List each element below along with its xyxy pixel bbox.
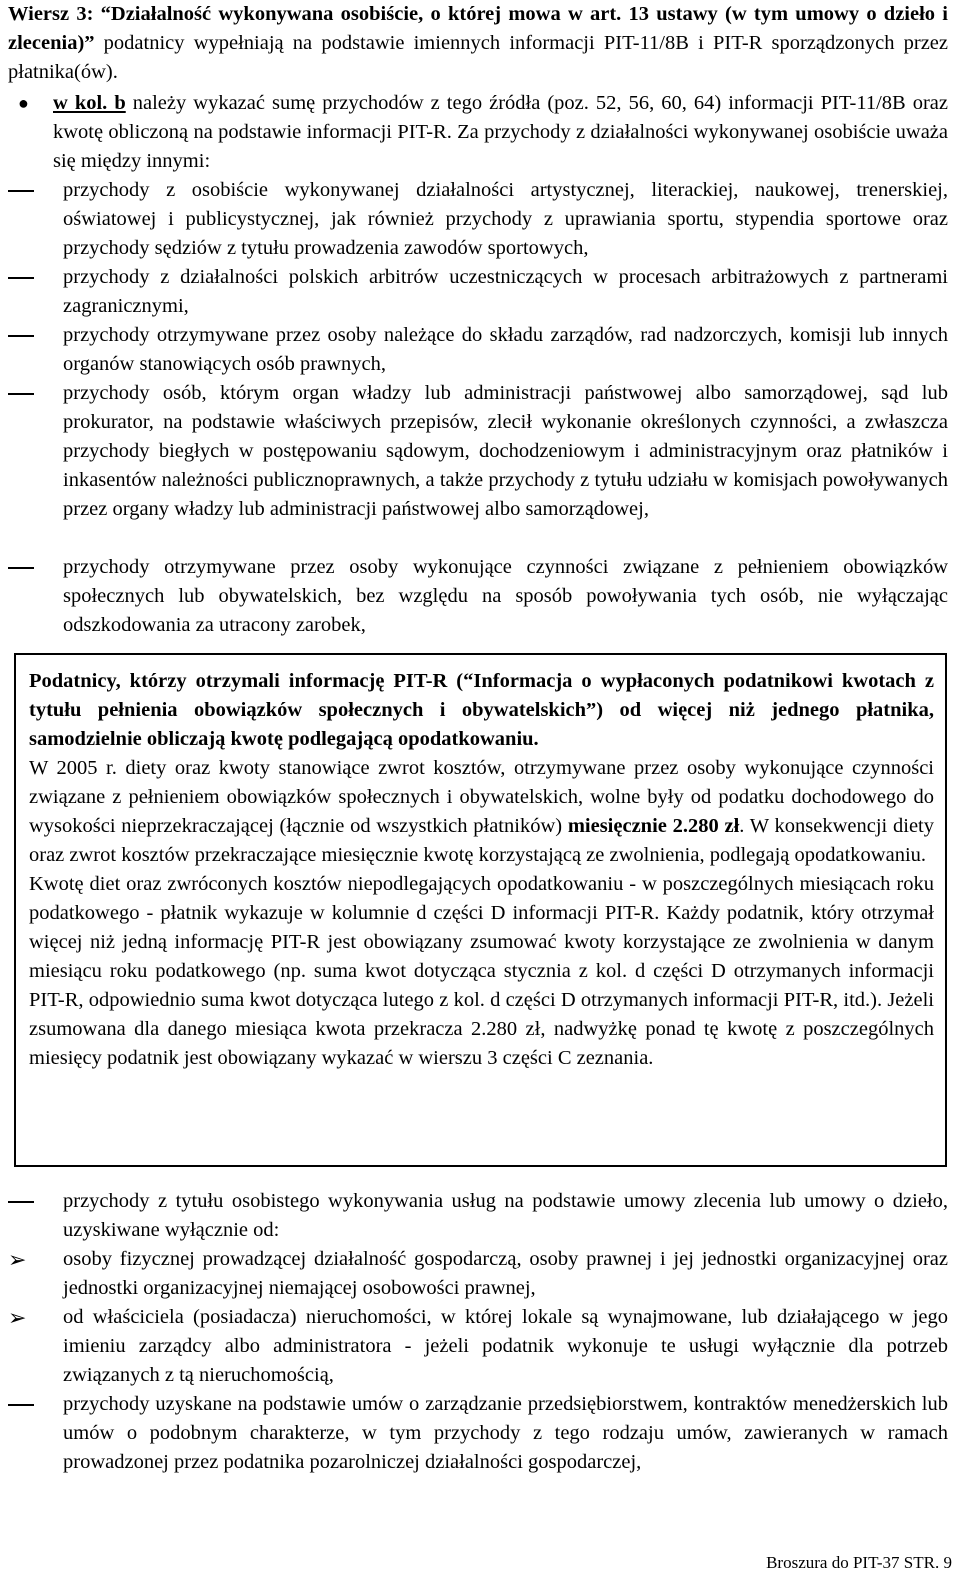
page-footer: Broszura do PIT-37 STR. 9 (766, 1553, 952, 1572)
list-item (8, 1187, 948, 1245)
dash-icon (8, 1201, 34, 1203)
list-item-text: przychody z osobiście wykonywanej działalności artystycznej, literackiej, naukowej, trenerskiej, oświatowej i publicystycznej, jak również przychody z uprawiania sportu, stypendia sportowe oraz przychody sędziów z tytułu prowadzenia zawodów sportowych, (63, 179, 948, 259)
dash-icon (8, 277, 34, 279)
column-b-label: w kol. b (53, 92, 126, 114)
bullet-icon: ● (18, 93, 29, 113)
pit-r-notice-box (14, 653, 947, 1167)
sub-list-item (8, 1245, 948, 1303)
pit-r-notice-content (29, 667, 934, 1073)
list-item-text: przychody z działalności polskich arbitrów uczestniczących w procesach arbitrażowych z partnerami zagranicznymi, (63, 266, 948, 317)
list-item (8, 263, 948, 321)
list-item (8, 321, 948, 379)
exemption-text-end: . W konsekwencji diety oraz zwrot kosztów przekraczające miesięcznie kwotę korzystającą ze zwolnienia, podlegają opodatkowaniu. (29, 815, 934, 866)
row-3-description: podatnicy wypełniają na podstawie imiennych informacji PIT-11/8B i PIT-R sporządzonych przez płatnika(ów). (8, 32, 948, 83)
dash-icon (8, 567, 34, 569)
sub-list-item-text: osoby fizycznej prowadzącej działalność gospodarczą, osoby prawnej i jej jednostki organizacyjnej oraz jednostki organizacyjnej niemającej osobowości prawnej, (63, 1248, 948, 1299)
arrow-bullet-icon: ➢ (8, 1247, 27, 1272)
dash-icon (8, 393, 34, 395)
pit-r-notice-paragraph-1 (29, 754, 934, 870)
pit-r-notice-paragraph-2: Kwotę diet oraz zwróconych kosztów niepodlegających opodatkowaniu - w poszczególnych miesiącach roku podatkowego - płatnik wykazuje w kolumnie d części D informacji PIT-R. Każdy podatnik, który otrzymał więcej niż jedną informację PIT-R jest obowiązany zsumować kwoty korzystające ze zwolnienia w danym miesiącu roku podatkowego (np. suma kwot dotycząca stycznia z kol. d części D otrzymanych informacji PIT-R, odpowiednio suma kwot dotycząca lutego z kol. d części D otrzymanych informacji PIT-R, itd.). Jeżeli zsumowana dla danego miesiąca kwota przekracza 2.280 zł, nadwyżkę ponad tę kwotę z poszczególnych miesięcy podatnik jest obowiązany wykazać w wierszu 3 części C zeznania. (29, 873, 934, 1069)
sub-list-item (8, 1303, 948, 1390)
column-b-text: należy wykazać sumę przychodów z tego źródła (poz. 52, 56, 60, 64) informacji PIT-11/8B oraz kwotę obliczoną na podstawie informacji PIT-R. Za przychody z działalności wykonywanej osobiście uważa się między innymi: (53, 92, 948, 172)
list-item-text: przychody uzyskane na podstawie umów o zarządzanie przedsiębiorstwem, kontraktów menedżerskich lub umów o podobnym charakterze, w tym przychody z tego rodzaju umów, zawieranych w ramach prowadzonej przez podatnika pozarolniczej działalności gospodarczej, (63, 1393, 948, 1473)
list-item (8, 379, 948, 524)
exemption-text-start: W 2005 r. diety oraz kwoty stanowiące zwrot kosztów, otrzymywane przez osoby wykonujące czynności związane z pełnieniem obowiązków społecznych i obywatelskich, wolne były od podatku dochodowego do wysokości nieprzekraczającej (łącznie od wszystkich płatników) (29, 757, 934, 837)
list-item-text: przychody otrzymywane przez osoby należące do składu zarządów, rad nadzorczych, komisji lub innych organów stanowiących osób prawnych, (63, 324, 948, 375)
pit-r-notice-heading: Podatnicy, którzy otrzymali informację PIT-R (“Informacja o wypłaconych podatnikowi kwotach z tytułu pełnienia obowiązków społecznych i obywatelskich”) od więcej niż jednego płatnika, samodzielnie obliczają kwotę podlegającą opodatkowaniu. (29, 670, 934, 750)
list-item (8, 176, 948, 263)
row-3-heading: Wiersz 3: “Działalność wykonywana osobiście, o której mowa w art. 13 ustawy (w tym umowy o dzieło i zlecenia)” (8, 3, 948, 54)
column-b-text-wrap (53, 89, 948, 176)
column-b-bullet (8, 89, 948, 176)
arrow-bullet-icon: ➢ (8, 1305, 27, 1330)
dash-icon (8, 1404, 34, 1406)
list-item (8, 553, 948, 640)
list-item-text: przychody otrzymywane przez osoby wykonujące czynności związane z pełnieniem obowiązków społecznych lub obywatelskich, bez względu na sposób powoływania tych osób, nie wyłączając odszkodowania za utracony zarobek, (63, 556, 948, 636)
dash-icon (8, 335, 34, 337)
list-item-text: przychody osób, którym organ władzy lub administracji państwowej albo samorządowej, sąd lub prokurator, na podstawie właściwych przepisów, zlecił wykonanie określonych czynności, a zwłaszcza przychody biegłych w postępowaniu sądowym, dochodzeniowym i administracyjnym oraz płatników i inkasentów należności publicznoprawnych, a także przychody z tytułu udziału w komisjach powoływanych przez organy władzy lub administracji państwowej albo samorządowej, (63, 382, 948, 520)
sub-list-item-text: od właściciela (posiadacza) nieruchomości, w której lokale są wynajmowane, lub działającego w jego imieniu zarządcy albo administratora - jeżeli podatnik wykonuje te usługi wyłącznie dla potrzeb związanych z tą nieruchomością, (63, 1306, 948, 1386)
list-item (8, 1390, 948, 1477)
dash-icon (8, 190, 34, 192)
list-item-text: przychody z tytułu osobistego wykonywania usług na podstawie umowy zlecenia lub umowy o dzieło, uzyskiwane wyłącznie od: (63, 1190, 948, 1241)
monthly-limit: miesięcznie 2.280 zł (567, 815, 740, 837)
row-3-intro (8, 0, 948, 87)
